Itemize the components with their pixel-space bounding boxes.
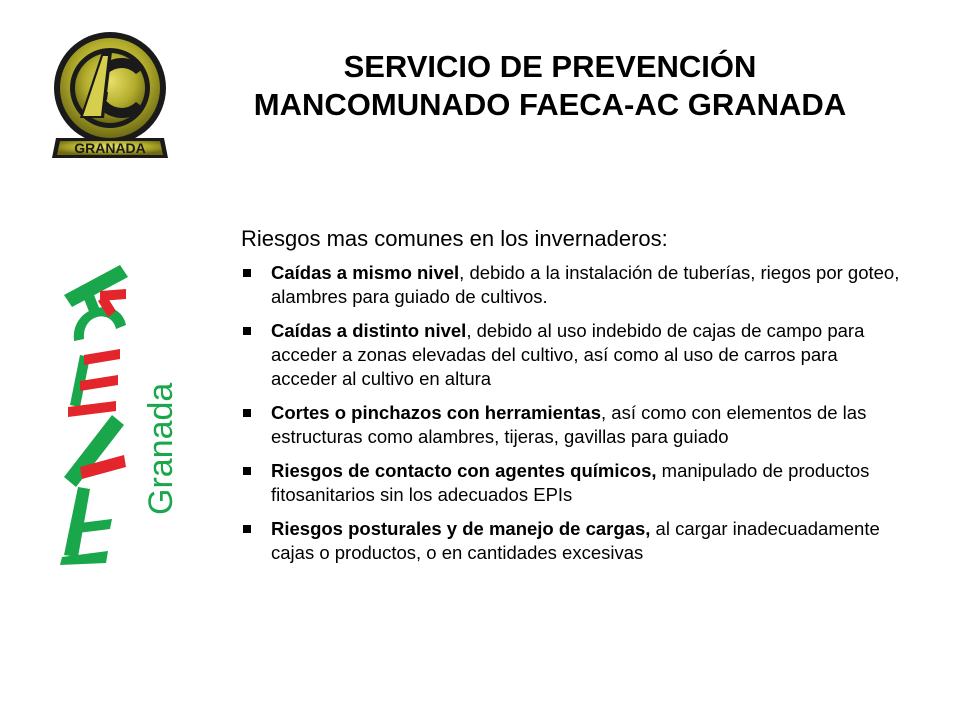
item-text: , debido a la instalación de tuberías, riegos por goteo, alambres para guiado de cultivos. [271,262,900,307]
title-line-1: SERVICIO DE PREVENCIÓN [343,49,757,84]
item-bold: Caídas a mismo nivel [271,262,460,283]
item-text: al cargar inadecuadamente cajas o productos, o en cantidades excesivas [271,518,880,563]
item-text: , debido al uso indebido de cajas de campo para acceder a zonas elevadas del cultivo, así como al uso de carros para acceder al cultivo en altura [271,320,865,389]
intro-text: Riesgos mas comunes en los invernaderos: [241,226,668,251]
item-text: , así como con elementos de las estructuras como alambres, tijeras, gavillas para guiado [271,402,867,447]
item-bold: Cortes o pinchazos con herramientas [271,402,602,423]
list-item [241,401,906,449]
faeca-logo-text: Granada [142,382,180,515]
square-bullet-icon [243,409,251,417]
ac-logo-text: GRANADA [74,140,146,156]
item-bold: Caídas a distinto nivel [271,320,467,341]
faeca-granada-logo [50,255,180,565]
square-bullet-icon [243,327,251,335]
slide-title [180,48,920,124]
list-item [241,261,906,309]
title-line-2: MANCOMUNADO FAECA-AC GRANADA [253,87,847,122]
square-bullet-icon [243,467,251,475]
item-text: manipulado de productos fitosanitarios sin los adecuados EPIs [271,460,870,505]
list-item [241,319,906,391]
square-bullet-icon [243,269,251,277]
list-item [241,459,906,507]
item-bold: Riesgos posturales y de manejo de cargas, [271,518,651,539]
square-bullet-icon [243,525,251,533]
risk-list [241,261,906,565]
content-area [241,225,906,575]
list-item [241,517,906,565]
item-bold: Riesgos de contacto con agentes químicos, [271,460,657,481]
ac-granada-logo [46,30,174,164]
